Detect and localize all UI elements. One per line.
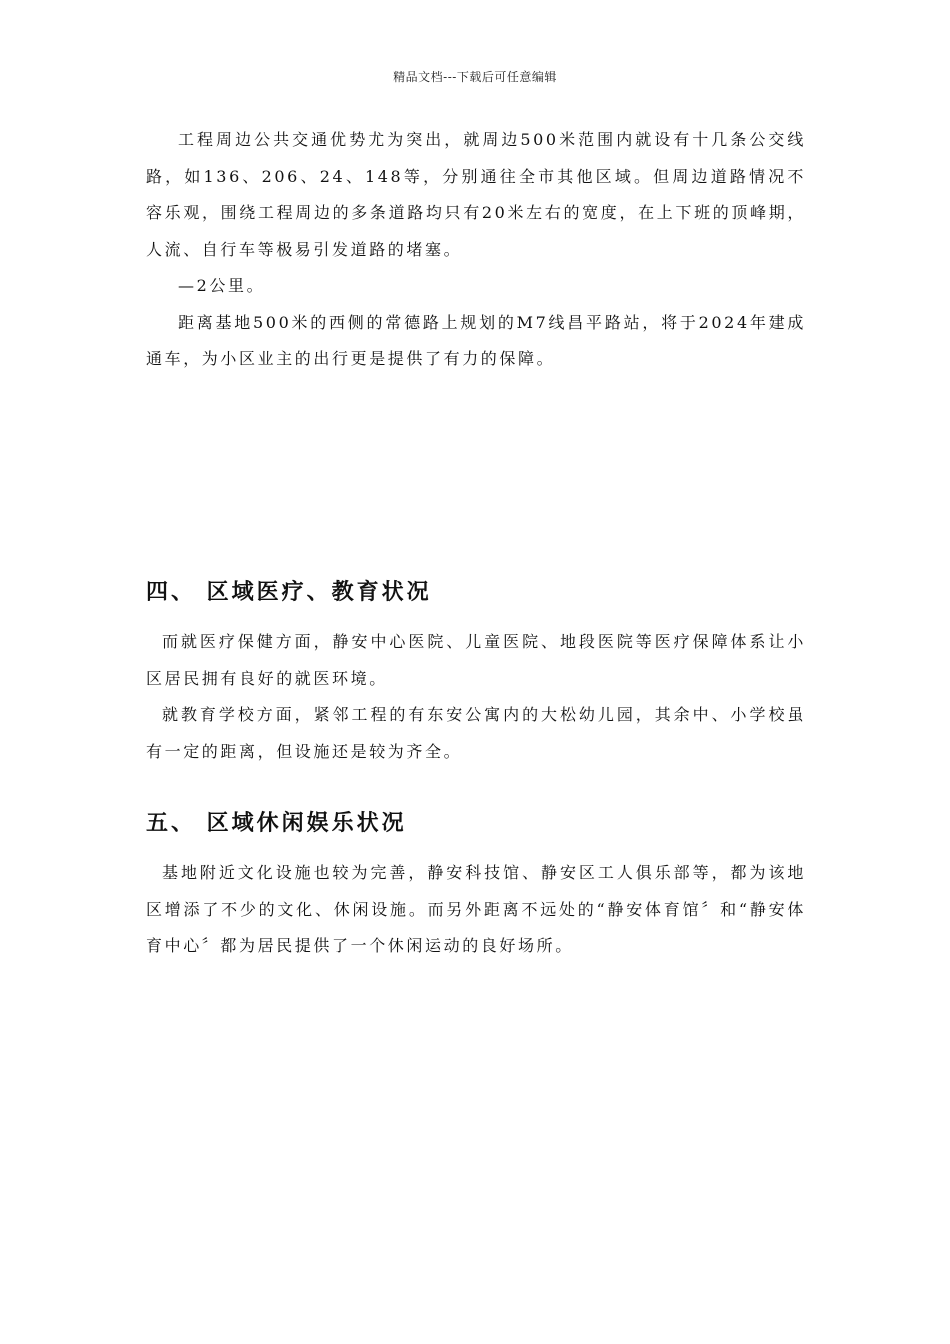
metro-paragraph: 距离基地500米的西侧的常德路上规划的M7线昌平路站，将于2024年建成通车，为小区业主的出行更是提供了有力的保障。 xyxy=(146,312,806,368)
medical-education-section xyxy=(146,624,806,770)
transport-paragraph: 工程周边公共交通优势尤为突出，就周边500米范围内就设有十几条公交线路，如136、206、24、148等，分别通往全市其他区域。但周边道路情况不容乐观，围绕工程周边的多条道路均只有20米左右的宽度，在上下班的顶峰期，人流、自行车等极易引发道路的堵塞。 xyxy=(146,130,806,259)
education-paragraph: 就教育学校方面，紧邻工程的有东安公寓内的大松幼儿园，其余中、小学校虽有一定的距离，但设施还是较为齐全。 xyxy=(146,705,806,761)
leisure-section xyxy=(146,855,806,965)
leisure-heading: 五、 区域休闲娱乐状况 xyxy=(146,811,407,836)
medical-paragraph: 而就医疗保健方面，静安中心医院、儿童医院、地段医院等医疗保障体系让小区居民拥有良好的就医环境。 xyxy=(146,632,806,688)
medical-education-heading: 四、 区域医疗、教育状况 xyxy=(146,580,432,605)
leisure-paragraph: 基地附近文化设施也较为完善，静安科技馆、静安区工人俱乐部等，都为该地区增添了不少的文化、休闲设施。而另外距离不远处的“静安体育馆〞和“静安体育中心〞都为居民提供了一个休闲运动的良好场所。 xyxy=(146,863,806,955)
transport-section xyxy=(146,122,806,378)
distance-note-paragraph: —2公里。 xyxy=(178,276,266,295)
page-header-note: 精品文档---下载后可任意编辑 xyxy=(393,70,557,84)
